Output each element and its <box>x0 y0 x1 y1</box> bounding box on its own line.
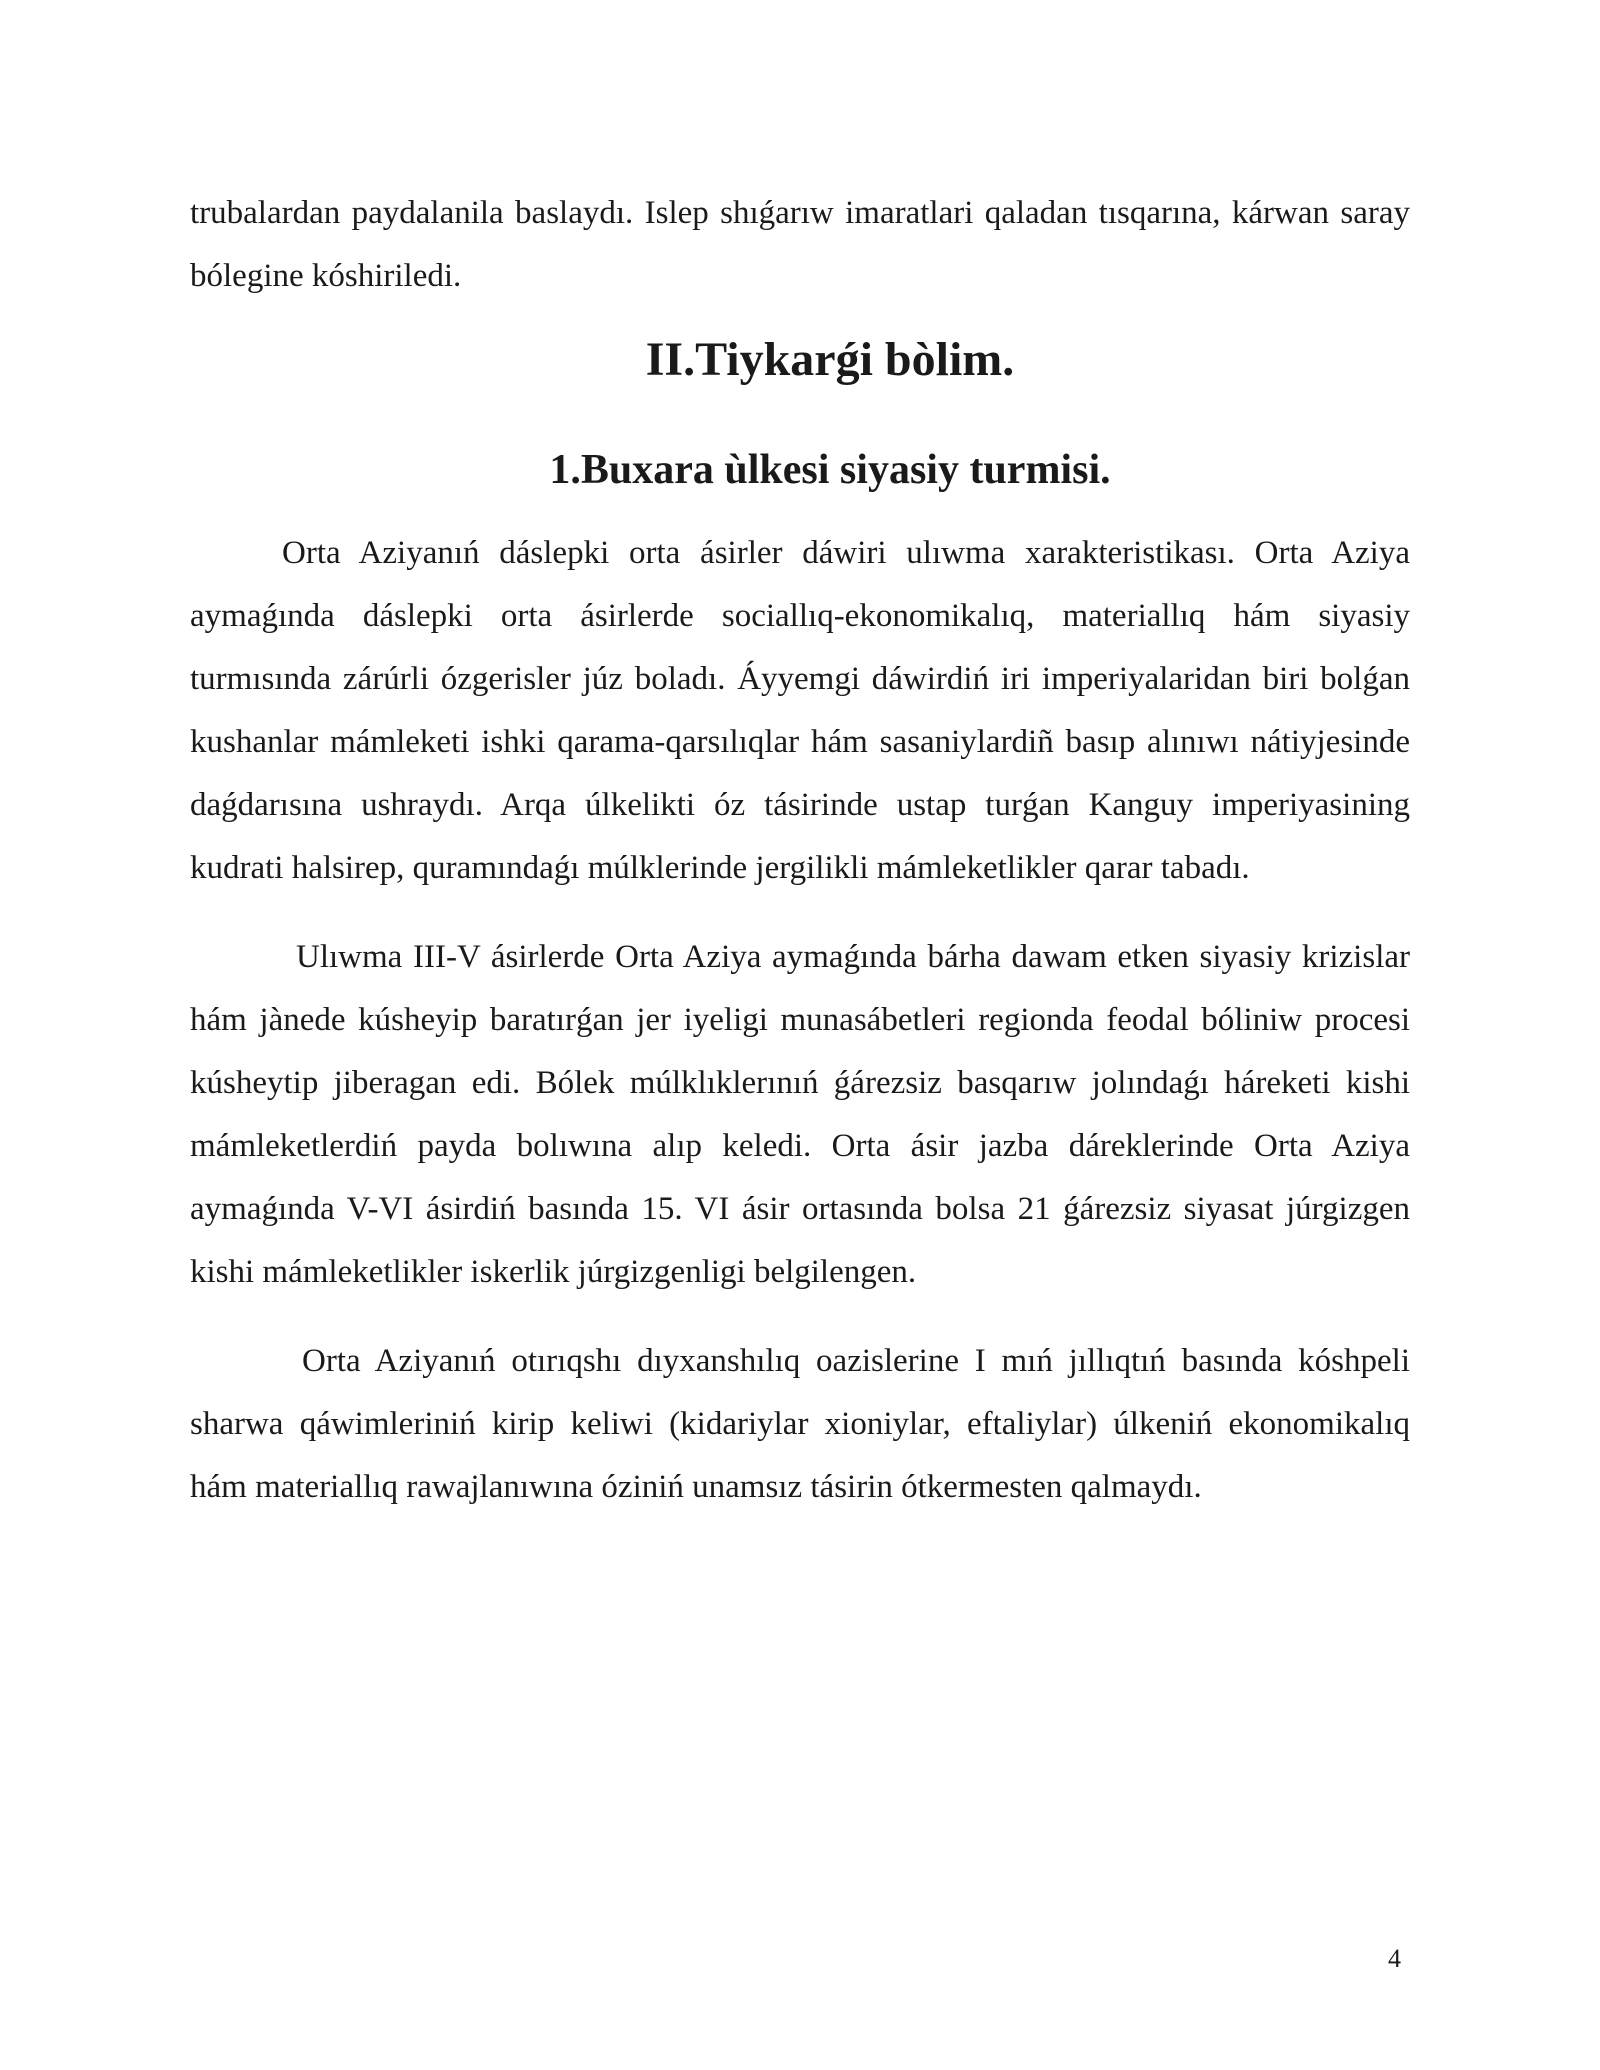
intro-paragraph: trubalardan paydalanila baslaydı. Islep shıǵarıw imaratlari qaladan tısqarına, kárwan saray bólegine kóshiriledi. <box>190 195 1410 294</box>
subsection-heading: 1.Buxara ùlkesi siyasiy turmisi. <box>549 447 1111 493</box>
page-number: 4 <box>1388 1944 1401 1973</box>
body-paragraph-1: Orta Aziyanıń dáslepki orta ásirler dáwiri ulıwma xarakteristikası. Orta Aziya aymaǵında dáslepki orta ásirlerde sociallıq-ekonomikalıq, materiallıq hám siyasiy turmısında zárúrli ózgerisler júz boladı. Áyyemgi dáwirdiń iri imperiyalaridan biri bolǵan kushanlar mámleketi ishki qarama-qarsılıqlar hám sasaniylardiñ basıp alınıwı nátiyjesinde daǵdarısına ushraydı. Arqa úlkelikti óz tásirinde ustap turǵan Kanguy imperiyasining kudrati halsirep, quramındaǵı múlklerinde jergilikli mámleketlikler qarar tabadı. <box>190 535 1410 886</box>
document-page <box>190 182 1410 1519</box>
section-heading: II.Tiykarǵi bòlim. <box>645 333 1015 386</box>
body-paragraph-3: Orta Aziyanıń otırıqshı dıyxanshılıq oazislerine I mıń jıllıqtıń basında kóshpeli sharwa qáwimleriniń kirip keliwi (kidariylar xioniylar, eftaliylar) úlkeniń ekonomikalıq hám materiallıq rawajlanıwına óziniń unamsız tásirin ótkermesten qalmaydı. <box>190 1343 1410 1505</box>
body-paragraph-2: Ulıwma III-V ásirlerde Orta Aziya aymaǵında bárha dawam etken siyasiy krizislar hám jànede kúsheyip baratırǵan jer iyeligi munasábetleri regionda feodal bóliniw procesi kúsheytip jiberagan edi. Bólek múlklıklerınıń ǵárezsiz basqarıw jolındaǵı háreketi kishi mámleketlerdiń payda bolıwına alıp keledi. Orta ásir jazba dáreklerinde Orta Aziya aymaǵında V-VI ásirdiń basında 15. VI ásir ortasında bolsa 21 ǵárezsiz siyasat júrgizgen kishi mámleketlikler iskerlik júrgizgenligi belgilengen. <box>190 939 1410 1290</box>
